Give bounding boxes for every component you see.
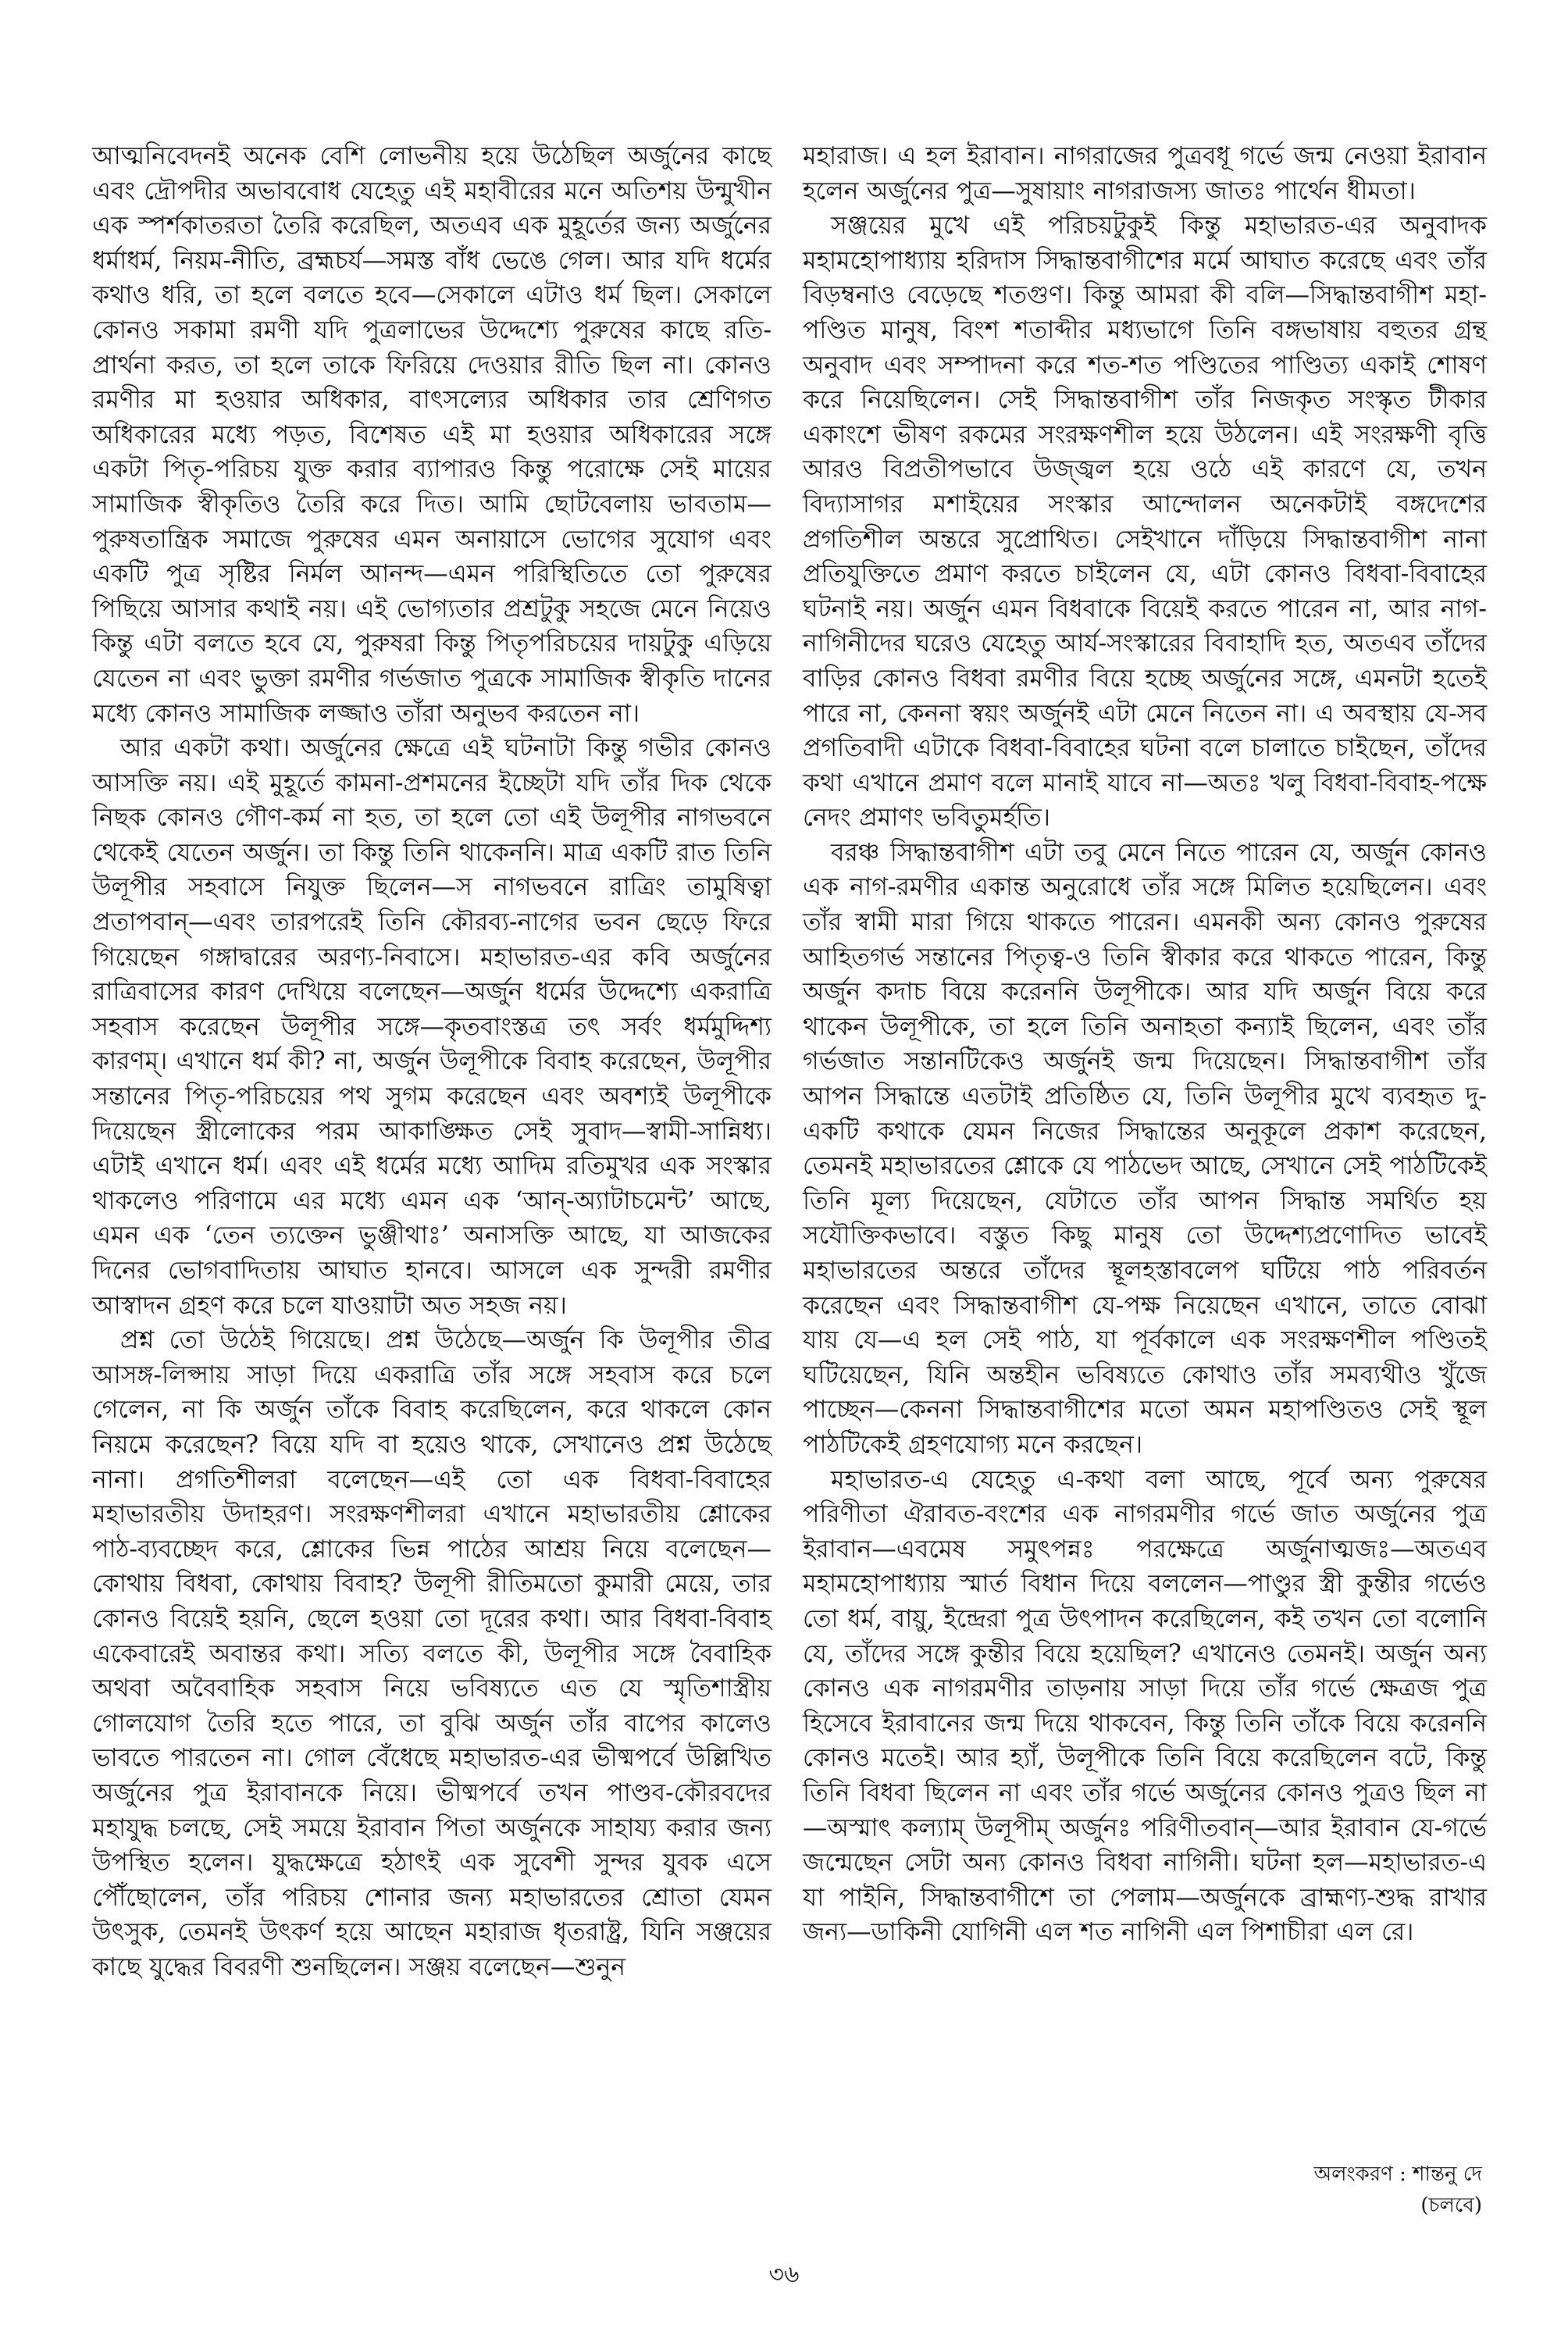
illustration-credit — [1314, 2159, 1482, 2221]
paragraph: সঞ্জয়ের মুখে এই পরিচয়টুকুই কিন্তু মহাভারত-এর অনুবাদক মহামহোপাধ্যায় হরিদাস সিদ্ধান্তবাগীশের মর্মে আঘাত করেছে এবং তাঁর বিড়ম্বনাও বেড়েছে শতগুণ। কিন্তু আমরা কী বলি—সিদ্ধান্তবাগীশ মহা-পণ্ডিত মানুষ, বিংশ শতাব্দীর মধ্যভাগে তিনি বঙ্গভাষায় বহুতর গ্রন্থ অনুবাদ এবং সম্পাদনা করে শত-শত পণ্ডিতের পাণ্ডিত্য একাই শোষণ করে নিয়েছিলেন। সেই সিদ্ধান্তবাগীশ তাঁর নিজকৃত সংস্কৃত টীকার একাংশে ভীষণ রকমের সংরক্ষণশীল হয়ে উঠলেন। এই সংরক্ষণী বৃত্তি আরও বিপ্রতীপভাবে উজ্জ্বল হয়ে ওঠে এই কারণে যে, তখন বিদ্যাসাগর মশাইয়ের সংস্কার আন্দোলন অনেকটাই বঙ্গদেশের প্রগতিশীল অন্তরে সুপ্রোথিত। সেইখানে দাঁড়িয়ে সিদ্ধান্তবাগীশ নানা প্রতিযুক্তিতে প্রমাণ করতে চাইলেন যে, এটা কোনও বিধবা-বিবাহের ঘটনাই নয়। অর্জুন এমন বিধবাকে বিয়েই করতে পারেন না, আর নাগ-নাগিনীদের ঘরেও যেহেতু আর্য-সংস্কারের বিবাহাদি হত, অতএব তাঁদের বাড়ির কোনও বিধবা রমণীর বিয়ে হচ্ছে অর্জুনের সঙ্গে, এমনটা হতেই পারে না, কেননা স্বয়ং অর্জুনই এটা মেনে নিতেন না। এ অবস্থায় যে-সব প্রগতিবাদী এটাকে বিধবা-বিবাহের ঘটনা বলে চালাতে চাইছেন, তাঁদের কথা এখানে প্রমাণ বলে মানাই যাবে না—অতঃ খলু বিধবা-বিবাহ-পক্ষে নেদং প্রমাণং ভবিতুমর্হতি। — [803, 212, 1487, 833]
paragraph: মহাভারত-এ যেহেতু এ-কথা বলা আছে, পূর্বে অন্য পুরুষের পরিণীতা ঐরাবত-বংশের এক নাগরমণীর গর্ভে জাত অর্জুনের পুত্র ইরাবান—এবমেষ সমুৎপন্নঃ পরক্ষেত্রে অর্জুনাত্মজঃ—অতএব মহামহোপাধ্যায় স্মার্ত বিধান দিয়ে বললেন—পাণ্ডুর স্ত্রী কুন্তীর গর্ভেও তো ধর্ম, বায়ু, ইন্দ্রেরা পুত্র উৎপাদন করেছিলেন, কই তখন তো বলোনি যে, তাঁদের সঙ্গে কুন্তীর বিয়ে হয়েছিল? এখানেও তেমনই। অর্জুন অন্য কোনও এক নাগরমণীর তাড়নায় সাড়া দিয়ে তাঁর গর্ভে ক্ষেত্রজ পুত্র হিসেবে ইরাবানের জন্ম দিয়ে থাকবেন, কিন্তু তিনি তাঁকে বিয়ে করেননি কোনও মতেই। আর হ্যাঁ, উলূপীকে তিনি বিয়ে করেছিলেন বটে, কিন্তু তিনি বিধবা ছিলেন না এবং তাঁর গর্ভে অর্জুনের কোনও পুত্রও ছিল না—অস্মাৎ কল্যাম্ উলূপীম্ অর্জুনঃ পরিণীতবান্—আর ইরাবান যে-গর্ভে জন্মেছেন সেটা অন্য কোনও বিধবা নাগিনী। ঘটনা হল—মহাভারত-এ যা পাইনি, সিদ্ধান্তবাগীশে তা পেলাম—অর্জুনকে ব্রাহ্মণ্য-শুদ্ধ রাখার জন্য—ডাকিনী যোগিনী এল শত নাগিনী এল পিশাচীরা এল রে। — [803, 1465, 1487, 1947]
page-number: ৩৬ — [768, 2261, 800, 2288]
paragraph: আত্মনিবেদনই অনেক বেশি লোভনীয় হয়ে উঠেছিল অর্জুনের কাছে এবং দ্রৌপদীর অভাববোধ যেহেতু এই মহাবীরের মনে অতিশয় উন্মুখীন এক স্পর্শকাতরতা তৈরি করেছিল, অতএব এক মুহূর্তের জন্য অর্জুনের ধর্মাধর্ম, নিয়ম-নীতি, ব্রহ্মচর্য—সমস্ত বাঁধ ভেঙে গেল। আর যদি ধর্মের কথাও ধরি, তা হলে বলতে হবে—সেকালে এটাও ধর্ম ছিল। সেকালে কোনও সকামা রমণী যদি পুত্রলাভের উদ্দেশ্যে পুরুষের কাছে রতি-প্রার্থনা করত, তা হলে তাকে ফিরিয়ে দেওয়ার রীতি ছিল না। কোনও রমণীর মা হওয়ার অধিকার, বাৎসল্যের অধিকার তার শ্রেণিগত অধিকারের মধ্যে পড়ত, বিশেষত এই মা হওয়ার অধিকারের সঙ্গে একটা পিতৃ-পরিচয় যুক্ত করার ব্যাপারও কিন্তু পরোক্ষে সেই মায়ের সামাজিক স্বীকৃতিও তৈরি করে দিত। আমি ছোটবেলায় ভাবতাম—পুরুষতান্ত্রিক সমাজে পুরুষের এমন অনায়াসে ভোগের সুযোগ এবং একটি পুত্র সৃষ্টির নির্মল আনন্দ—এমন পরিস্থিতিতে তো পুরুষের পিছিয়ে আসার কথাই নয়। এই ভোগ্যতার প্রশ্রটুকু সহজে মেনে নিয়েও কিন্তু এটা বলতে হবে যে, পুরুষরা কিন্তু পিতৃপরিচয়ের দায়টুকু এড়িয়ে যেতেন না এবং ভুক্তা রমণীর গর্ভজাত পুত্রকে সামাজিক স্বীকৃতি দানের মধ্যে কোনও সামাজিক লজ্জাও তাঁরা অনুভব করতেন না। — [92, 142, 772, 728]
paragraph: প্রশ্ন তো উঠেই গিয়েছে। প্রশ্ন উঠেছে—অর্জুন কি উলূপীর তীব্র আসঙ্গ-লিপ্সায় সাড়া দিয়ে একরাত্রি তাঁর সঙ্গে সহবাস করে চলে গেলেন, না কি অর্জুন তাঁকে বিবাহ করেছিলেন, করে থাকলে কোন নিয়মে করেছেন? বিয়ে যদি বা হয়েও থাকে, সেখানেও প্রশ্ন উঠেছে নানা। প্রগতিশীলরা বলেছেন—এই তো এক বিধবা-বিবাহের মহাভারতীয় উদাহরণ। সংরক্ষণশীলরা এখানে মহাভারতীয় শ্লোকের পাঠ-ব্যবচ্ছেদ করে, শ্লোকের ভিন্ন পাঠের আশ্রয় নিয়ে বলেছেন—কোথায় বিধবা, কোথায় বিবাহ? উলূপী রীতিমতো কুমারী মেয়ে, তার কোনও বিয়েই হয়নি, ছেলে হওয়া তো দূরের কথা। আর বিধবা-বিবাহ একেবারেই অবান্তর কথা। সত্যি বলতে কী, উলূপীর সঙ্গে বৈবাহিক অথবা অবৈবাহিক সহবাস নিয়ে ভবিষ্যতে এত যে স্মৃতিশাস্ত্রীয় গোলযোগ তৈরি হতে পারে, তা বুঝি অর্জুন তাঁর বাপের কালেও ভাবতে পারতেন না। গোল বেঁধেছে মহাভারত-এর ভীষ্মপর্বে উল্লিখিত অর্জুনের পুত্র ইরাবানকে নিয়ে। ভীষ্মপর্বে তখন পাণ্ডব-কৌরবদের মহাযুদ্ধ চলছে, সেই সময়ে ইরাবান পিতা অর্জুনকে সাহায্য করার জন্য উপস্থিত হলেন। যুদ্ধক্ষেত্রে হঠাৎই এক সুবেশী সুন্দর যুবক এসে পৌঁছোলেন, তাঁর পরিচয় শোনার জন্য মহাভারতের শ্রোতা যেমন উৎসুক, তেমনই উৎকর্ণ হয়ে আছেন মহারাজ ধৃতরাষ্ট্র, যিনি সঞ্জয়ের কাছে যুদ্ধের বিবরণী শুনছিলেন। সঞ্জয় বলেছেন—শুনুন — [92, 1326, 772, 1981]
left-column — [92, 139, 772, 1984]
paragraph: বরঞ্চ সিদ্ধান্তবাগীশ এটা তবু মেনে নিতে পারেন যে, অর্জুন কোনও এক নাগ-রমণীর একান্ত অনুরোধে তাঁর সঙ্গে মিলিত হয়েছিলেন। এবং তাঁর স্বামী মারা গিয়ে থাকতে পারেন। এমনকী অন্য কোনও পুরুষের আহিতগর্ভ সন্তানের পিতৃত্ব-ও তিনি স্বীকার করে থাকতে পারেন, কিন্তু অর্জুন কদাচ বিয়ে করেননি উলূপীকে। আর যদি অর্জুন বিয়ে করে থাকেন উলূপীকে, তা হলে তিনি অনাহতা কন্যাই ছিলেন, এবং তাঁর গর্ভজাত সন্তানটিকেও অর্জুনই জন্ম দিয়েছেন। সিদ্ধান্তবাগীশ তাঁর আপন সিদ্ধান্তে এতটাই প্রতিষ্ঠিত যে, তিনি উলূপীর মুখে ব্যবহৃত দু-একটি কথাকে যেমন নিজের সিদ্ধান্তের অনুকূলে প্রকাশ করেছেন, তেমনই মহাভারতের শ্লোকে যে পাঠভেদ আছে, সেখানে সেই পাঠটিকেই তিনি মূল্য দিয়েছেন, যেটাতে তাঁর আপন সিদ্ধান্ত সমর্থিত হয় সযৌক্তিকভাবে। বস্তুত কিছু মানুষ তো উদ্দেশ্যপ্রণোদিত ভাবেই মহাভারতের অন্তরে তাঁদের স্থূলহস্তাবলেপ ঘটিয়ে পাঠ পরিবর্তন করেছেন এবং সিদ্ধান্তবাগীশ যে-পক্ষ নিয়েছেন এখানে, তাতে বোঝা যায় যে—এ হল সেই পাঠ, যা পূর্বকালে এক সংরক্ষণশীল পণ্ডিতই ঘটিয়েছেন, যিনি অন্তহীন ভবিষ্যতে কোথাও তাঁর সমব্যথীও খুঁজে পাচ্ছেন—কেননা সিদ্ধান্তবাগীশের মতো অমন মহাপণ্ডিতও সেই স্থূল পাঠটিকেই গ্রহণযোগ্য মনে করছেন। — [803, 838, 1488, 1459]
paragraph: আর একটা কথা। অর্জুনের ক্ষেত্রে এই ঘটনাটা কিন্তু গভীর কোনও আসক্তি নয়। এই মুহূর্তে কামনা-প্রশমনের ইচ্ছেটা যদি তাঁর দিক থেকে নিছক কোনও গৌণ-কর্ম না হত, তা হলে তো এই উলূপীর নাগভবনে থেকেই যেতেন অর্জুন। তা কিন্তু তিনি থাকেননি। মাত্র একটি রাত তিনি উলূপীর সহবাসে নিযুক্ত ছিলেন—স নাগভবনে রাত্রিং তামুষিত্বা প্রতাপবান্—এবং তারপরেই তিনি কৌরব্য-নাগের ভবন ছেড়ে ফিরে গিয়েছেন গঙ্গাদ্বারের অরণ্য-নিবাসে। মহাভারত-এর কবি অর্জুনের রাত্রিবাসের কারণ দেখিয়ে বলেছেন—অর্জুন ধর্মের উদ্দেশ্যে একরাত্রি সহবাস করেছেন উলূপীর সঙ্গে—কৃতবাংস্তত্র তৎ সর্বং ধর্মমুদ্দিশ্য কারণম্। এখানে ধর্ম কী? না, অর্জুন উলূপীকে বিবাহ করেছেন, উলূপীর সন্তানের পিতৃ-পরিচয়ের পথ সুগম করেছেন এবং অবশ্যই উলূপীকে দিয়েছেন স্ত্রীলোকের পরম আকাঙ্ক্ষিত সেই সুবাদ—স্বামী-সান্নিধ্য। এটাই এখানে ধর্ম। এবং এই ধর্মের মধ্যে আদিম রতিমুখর এক সংস্কার থাকলেও পরিণামে এর মধ্যে এমন এক ‘আন্-অ্যাটাচমেন্ট’ আছে, এমন এক ‘তেন ত্যক্তেন ভুঞ্জীথাঃ’ অনাসক্তি আছে, যা আজকের দিনের ভোগবাদিতায় আঘাত হানবে। আসলে এক সুন্দরী রমণীর আস্বাদন গ্রহণ করে চলে যাওয়াটা অত সহজ নয়। — [92, 734, 772, 1320]
continued-note: (চলবে) — [1420, 2194, 1482, 2217]
paragraph: মহারাজ। এ হল ইরাবান। নাগরাজের পুত্রবধূ গর্ভে জন্ম নেওয়া ইরাবান হলেন অর্জুনের পুত্র—সুষায়াং নাগরাজস্য জাতঃ পার্থেন ধীমতা। — [803, 142, 1487, 205]
illustrator-credit: অলংকরণ : শান্তনু দে — [1313, 2163, 1482, 2186]
right-column — [803, 139, 1487, 1950]
